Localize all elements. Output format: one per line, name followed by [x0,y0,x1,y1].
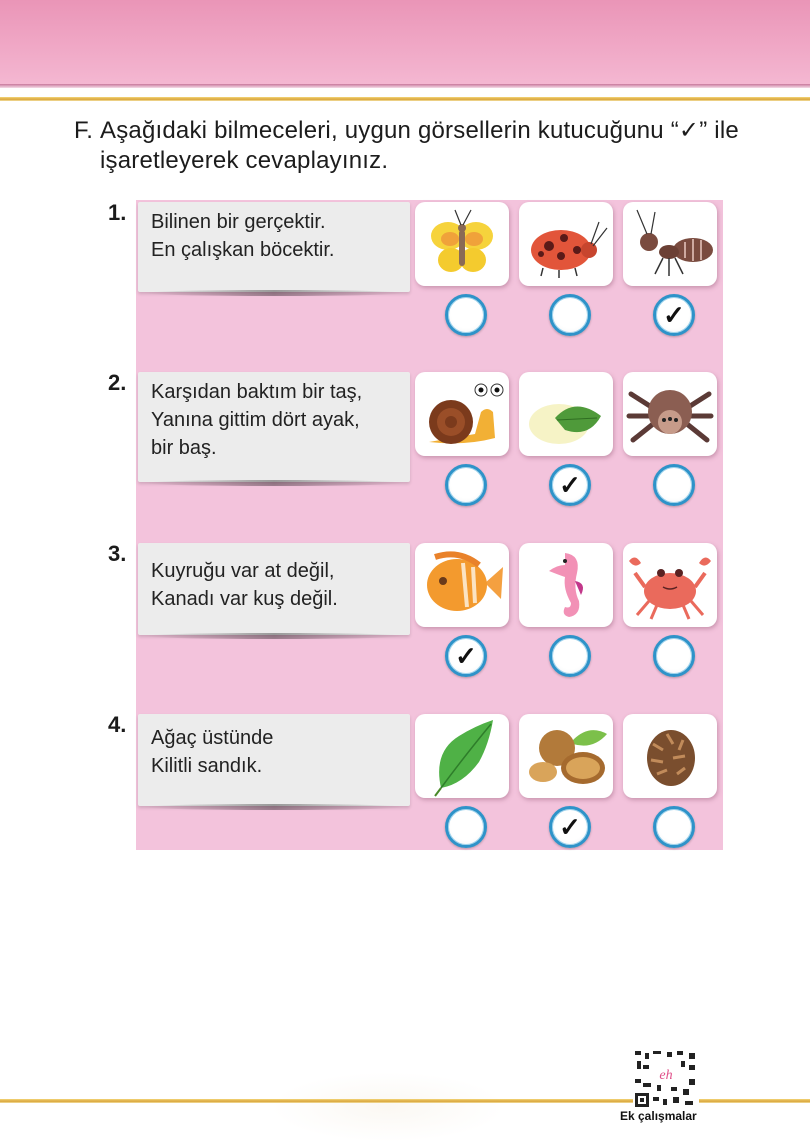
svg-text:eh: eh [659,1068,673,1083]
crab-icon [623,543,717,627]
riddle-number: 4. [108,712,127,737]
leaf-image [415,714,509,798]
riddle-box [138,372,410,482]
qr-code[interactable] [633,1049,699,1109]
riddle-number: 3. [108,541,127,566]
paper-curl-shadow [144,804,404,810]
answer-checkbox-checked[interactable]: ✓ [549,806,591,848]
qr-code-icon [633,1049,699,1109]
riddle-line: Bilinen bir gerçektir. [151,211,326,233]
riddle-line: Kuyruğu var at değil, [151,560,335,582]
crab-image [623,543,717,627]
riddle-row-1 [0,200,810,370]
riddle-line: Karşıdan baktım bir taş, [151,381,363,403]
walnut-icon [519,714,613,798]
instruction-text: Aşağıdaki bilmeceleri, uygun görsellerin kutucuğunu “✓” ile işaretleyerek cevaplayınız. [100,117,739,174]
butterfly-icon [415,202,509,286]
answer-checkbox[interactable] [445,294,487,336]
riddle-line: Yanına gittim dört ayak, [151,409,360,431]
leaf-turtle-icon [519,372,613,456]
answer-checkbox[interactable] [549,294,591,336]
leaf-icon [415,714,509,798]
answer-checkbox-checked[interactable]: ✓ [549,464,591,506]
exercise-letter: F. [74,117,94,144]
riddle-number: 2. [108,370,127,395]
riddle-line: En çalışkan böcektir. [151,239,335,261]
top-gold-rule [0,97,810,101]
fish-image [415,543,509,627]
answer-checkbox-checked[interactable]: ✓ [445,635,487,677]
pinecone-image [623,714,717,798]
riddle-row-3 [0,541,810,711]
ant-image [623,202,717,286]
pinecone-icon [623,714,717,798]
ladybug-image [519,202,613,286]
paper-curl-shadow [144,633,404,639]
riddle-box [138,202,410,292]
answer-checkbox[interactable] [445,806,487,848]
seahorse-image [519,543,613,627]
answer-checkbox[interactable] [445,464,487,506]
answer-checkbox[interactable] [653,464,695,506]
ant-icon [623,202,717,286]
paper-curl-shadow [144,290,404,296]
answer-checkbox[interactable] [653,635,695,677]
riddle-line: Kanadı var kuş değil. [151,588,338,610]
riddle-row-2 [0,370,810,540]
turtle-leaf-image [519,372,613,456]
riddle-number: 1. [108,200,127,225]
qr-label: Ek çalışmalar [620,1109,697,1123]
snail-image [415,372,509,456]
ladybug-icon [519,202,613,286]
seahorse-icon [519,543,613,627]
riddle-box [138,714,410,806]
riddle-line: Ağaç üstünde [151,727,274,749]
riddle-line: bir baş. [151,437,217,459]
paper-curl-shadow [144,480,404,486]
header-shadow [0,84,810,88]
spider-icon [623,372,717,456]
fish-icon [415,543,509,627]
riddle-line: Kilitli sandık. [151,755,263,777]
butterfly-image [415,202,509,286]
riddle-row-4 [0,712,810,882]
header-band [0,0,810,86]
riddle-box [138,543,410,635]
snail-icon [415,372,509,456]
footer-decoration [270,1072,506,1142]
answer-checkbox-checked[interactable]: ✓ [653,294,695,336]
spider-image [623,372,717,456]
walnut-image [519,714,613,798]
answer-checkbox[interactable] [653,806,695,848]
answer-checkbox[interactable] [549,635,591,677]
